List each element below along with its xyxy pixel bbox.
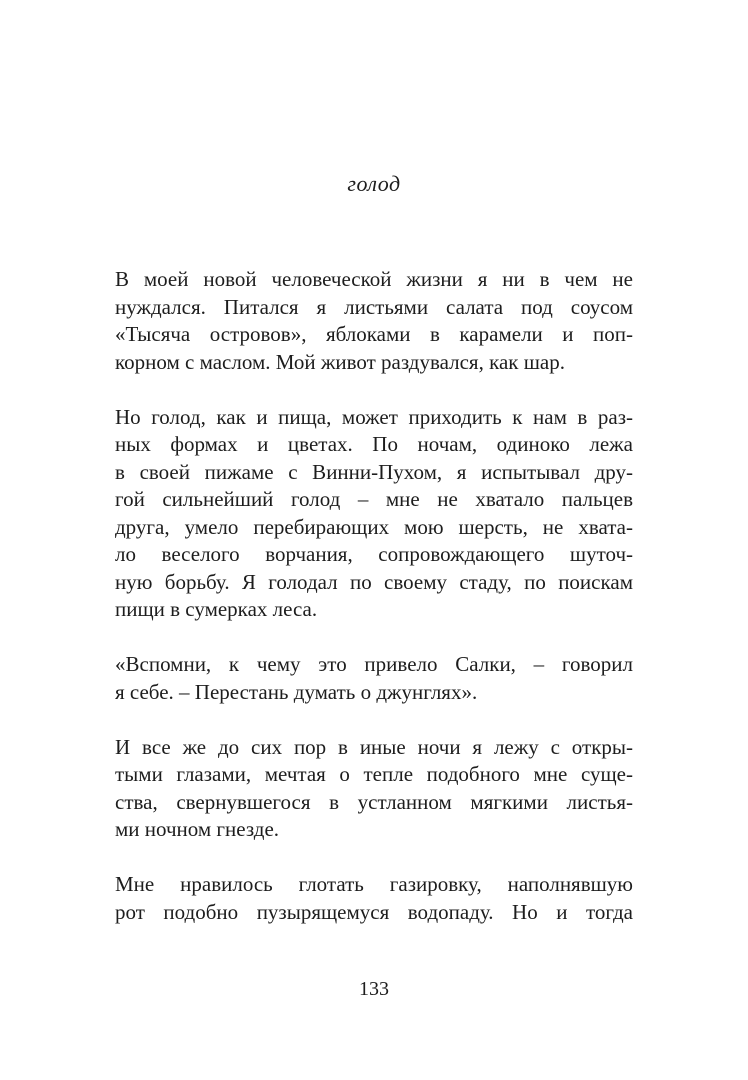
text-line: друга, умело перебирающих мою шерсть, не хвата- xyxy=(115,514,633,539)
chapter-title: голод xyxy=(347,171,401,196)
paragraph xyxy=(115,651,633,706)
text-line: ных формах и цветах. По ночам, одиноко лежа xyxy=(115,432,633,456)
paragraph xyxy=(115,266,633,376)
text-line: ло веселого ворчания, сопровождающего шуточ- xyxy=(115,542,633,566)
text-line: гой сильнейший голод – мне не хватало пальцев xyxy=(115,487,633,511)
text-line: нуждался. Питался я листьями салата под соусом xyxy=(115,294,633,319)
text-line: «Тысяча островов», яблоками в карамели и поп- xyxy=(115,322,633,346)
text-line: пищи в сумерках леса. xyxy=(115,597,318,621)
text-line: ми ночном гнезде. xyxy=(115,817,280,841)
text-line: Мне нравилось глотать газировку, наполнявшую xyxy=(115,872,633,896)
paragraph xyxy=(115,404,633,624)
page-number: 133 xyxy=(359,978,389,1000)
text-line: в своей пижаме с Винни-Пухом, я испытывал дру- xyxy=(115,459,633,484)
paragraph xyxy=(115,734,633,844)
text-line: тыми глазами, мечтая о тепле подобного мне суще- xyxy=(115,762,633,786)
text-line: рот подобно пузырящемуся водопаду. Но и тогда xyxy=(115,899,633,924)
text-line: корном с маслом. Мой живот раздувался, как шар. xyxy=(115,349,565,374)
text-line: И все же до сих пор в иные ночи я лежу с откры- xyxy=(115,734,633,759)
text-line: ную борьбу. Я голодал по своему стаду, по поискам xyxy=(115,569,633,594)
text-line: я себе. – Перестань думать о джунглях». xyxy=(115,679,478,704)
text-line: «Вспомни, к чему это привело Салки, – говорил xyxy=(115,652,633,676)
text-line: ства, свернувшегося в устланном мягкими листья- xyxy=(115,789,633,814)
text-line: Но голод, как и пища, может приходить к нам в раз- xyxy=(115,404,633,429)
paragraph xyxy=(115,871,633,926)
text-block xyxy=(115,266,633,926)
text-line: В моей новой человеческой жизни я ни в чем не xyxy=(115,267,633,291)
